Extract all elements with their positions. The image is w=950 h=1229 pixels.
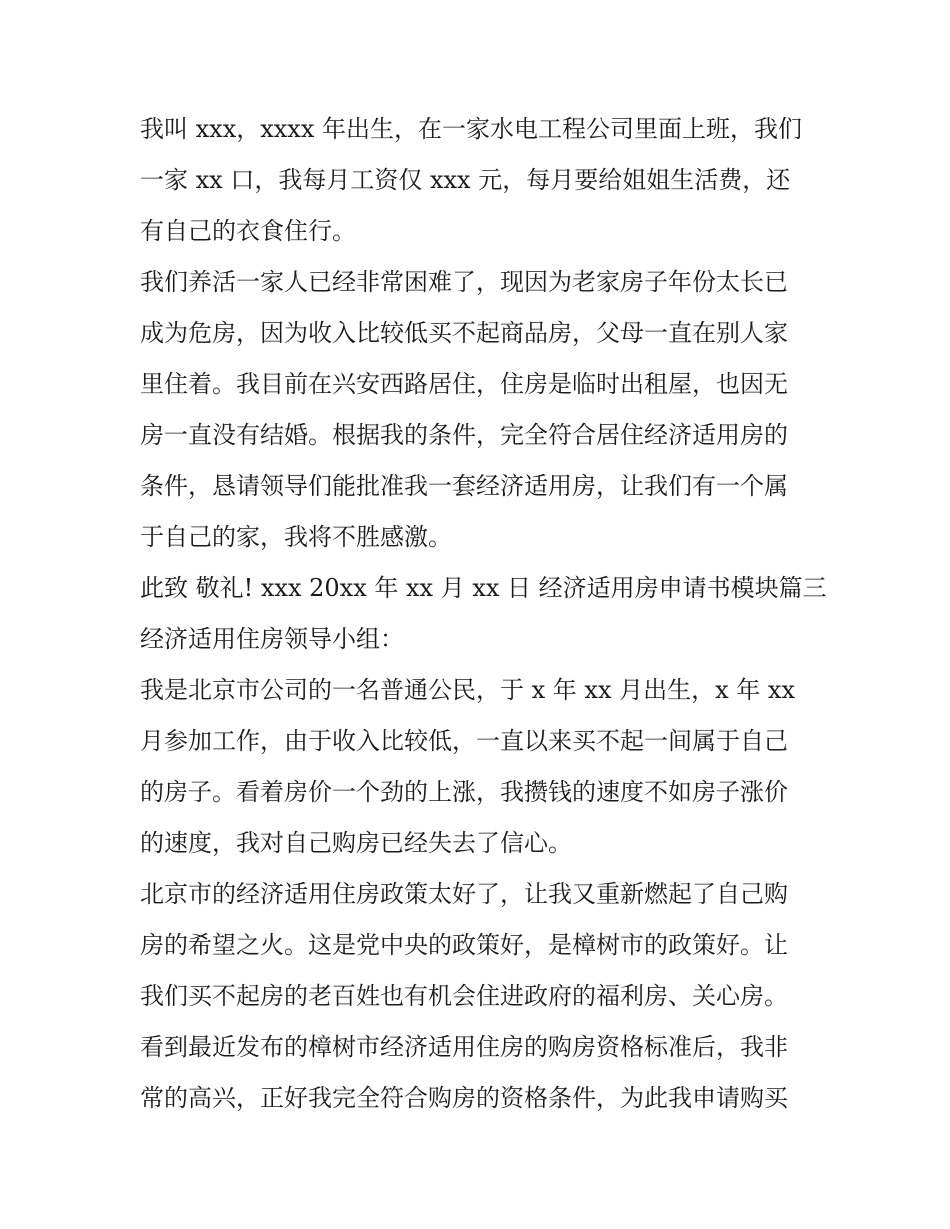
paragraph-2 bbox=[140, 257, 820, 563]
document-body bbox=[140, 104, 827, 1124]
text-line: 我们买不起房的老百姓也有机会住进政府的福利房、关心房。 bbox=[140, 982, 788, 1010]
text-line: 成为危房，因为收入比较低买不起商品房，父母一直在别人家 bbox=[140, 319, 788, 347]
text-line: 于自己的家，我将不胜感激。 bbox=[140, 523, 452, 551]
text-line: 此致 敬礼! xxx 20xx 年 xx 月 xx 日 经济适用房申请书模块篇三 bbox=[140, 574, 827, 602]
paragraph-4 bbox=[140, 869, 820, 1124]
paragraph-addressee bbox=[140, 614, 820, 665]
text-line: 我是北京市公司的一名普通公民，于 x 年 xx 月出生，x 年 xx bbox=[140, 676, 795, 704]
text-line: 条件，恳请领导们能批准我一套经济适用房，让我们有一个属 bbox=[140, 472, 788, 500]
text-line: 里住着。我目前在兴安西路居住，住房是临时出租屋，也因无 bbox=[140, 370, 788, 398]
text-line: 经济适用住房领导小组： bbox=[140, 625, 404, 653]
text-line: 有自己的衣食住行。 bbox=[140, 217, 356, 245]
paragraph-closing bbox=[140, 563, 827, 614]
text-line: 看到最近发布的樟树市经济适用住房的购房资格标准后，我非 bbox=[140, 1033, 788, 1061]
text-line: 房一直没有结婚。根据我的条件，完全符合居住经济适用房的 bbox=[140, 421, 788, 449]
text-line: 月参加工作，由于收入比较低，一直以来买不起一间属于自己 bbox=[140, 727, 788, 755]
text-line: 常的高兴，正好我完全符合购房的资格条件，为此我申请购买 bbox=[140, 1084, 788, 1112]
text-line: 北京市的经济适用住房政策太好了，让我又重新燃起了自己购 bbox=[140, 880, 788, 908]
text-line: 我们养活一家人已经非常困难了，现因为老家房子年份太长已 bbox=[140, 268, 788, 296]
text-line: 我叫 xxx，xxxx 年出生，在一家水电工程公司里面上班，我们 bbox=[140, 115, 803, 143]
text-line: 一家 xx 口，我每月工资仅 xxx 元，每月要给姐姐生活费，还 bbox=[140, 166, 791, 194]
paragraph-3 bbox=[140, 665, 820, 869]
text-line: 的速度，我对自己购房已经失去了信心。 bbox=[140, 829, 572, 857]
paragraph-1 bbox=[140, 104, 820, 257]
text-line: 的房子。看着房价一个劲的上涨，我攒钱的速度不如房子涨价 bbox=[140, 778, 788, 806]
text-line: 房的希望之火。这是党中央的政策好，是樟树市的政策好。让 bbox=[140, 931, 788, 959]
